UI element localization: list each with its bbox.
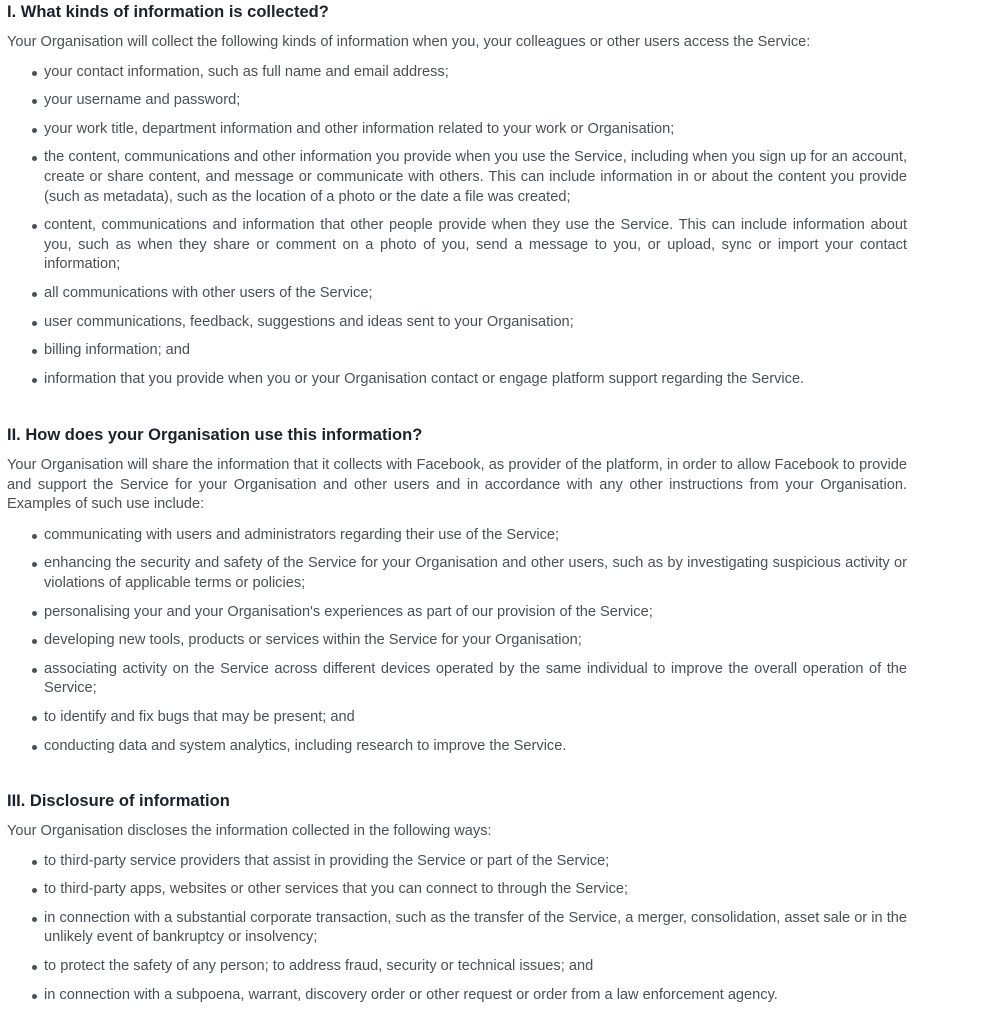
list-item: your contact information, such as full name and email address; — [44, 63, 907, 83]
section-heading: II. How does your Organisation use this information? — [7, 426, 423, 444]
list-item: enhancing the security and safety of the Service for your Organisation and other users, such as by investigating suspicious activity or violations of applicable terms or policies; — [44, 554, 907, 593]
list-item: information that you provide when you or your Organisation contact or engage platform support regarding the Service. — [44, 370, 907, 390]
list-item: to identify and fix bugs that may be present; and — [44, 708, 907, 728]
list-item: your username and password; — [44, 91, 907, 111]
list-item: to third-party service providers that assist in providing the Service or part of the Service; — [44, 852, 907, 872]
list-item: developing new tools, products or services within the Service for your Organisation; — [44, 631, 907, 651]
list-item: conducting data and system analytics, including research to improve the Service. — [44, 737, 907, 757]
section-disclosure — [7, 790, 907, 1005]
list-item: associating activity on the Service across different devices operated by the same individual to improve the overall operation of the Service; — [44, 660, 907, 699]
list-item: content, communications and information that other people provide when they use the Service. This can include information about you, such as when they share or comment on a photo of you, send a message to you, or upload, sync or import your contact information; — [44, 216, 907, 275]
section-heading: III. Disclosure of information — [7, 792, 230, 810]
list-item: communicating with users and administrators regarding their use of the Service; — [44, 526, 907, 546]
section-how-used — [7, 424, 907, 756]
section-heading: I. What kinds of information is collected? — [7, 3, 329, 21]
list-item: all communications with other users of the Service; — [44, 284, 907, 304]
section-intro: Your Organisation will share the information that it collects with Facebook, as provider of the platform, in order to allow Facebook to provide and support the Service for your Organisation and other users and in accordance with any other instructions from your Organisation. Examples of such use include: — [7, 457, 907, 513]
list-item: billing information; and — [44, 341, 907, 361]
list-item: in connection with a subpoena, warrant, discovery order or other request or order from a law enforcement agency. — [44, 986, 907, 1006]
bullet-list — [7, 526, 907, 756]
list-item: the content, communications and other information you provide when you use the Service, including when you sign up for an account, create or share content, and message or communicate with others. This can include information in or about the content you provide (such as metadata), such as the location of a photo or the date a file was created; — [44, 148, 907, 207]
list-item: to protect the safety of any person; to address fraud, security or technical issues; and — [44, 957, 907, 977]
section-what-is-collected — [7, 1, 907, 389]
section-intro: Your Organisation will collect the following kinds of information when you, your colleagues or other users access the Service: — [7, 34, 811, 50]
list-item: to third-party apps, websites or other services that you can connect to through the Service; — [44, 880, 907, 900]
section-intro: Your Organisation discloses the information collected in the following ways: — [7, 823, 492, 839]
list-item: your work title, department information and other information related to your work or Organisation; — [44, 120, 907, 140]
bullet-list — [7, 852, 907, 1006]
bullet-list — [7, 63, 907, 390]
list-item: user communications, feedback, suggestions and ideas sent to your Organisation; — [44, 313, 907, 333]
list-item: personalising your and your Organisation's experiences as part of our provision of the Service; — [44, 603, 907, 623]
list-item: in connection with a substantial corporate transaction, such as the transfer of the Service, a merger, consolidation, asset sale or in the unlikely event of bankruptcy or insolvency; — [44, 909, 907, 948]
